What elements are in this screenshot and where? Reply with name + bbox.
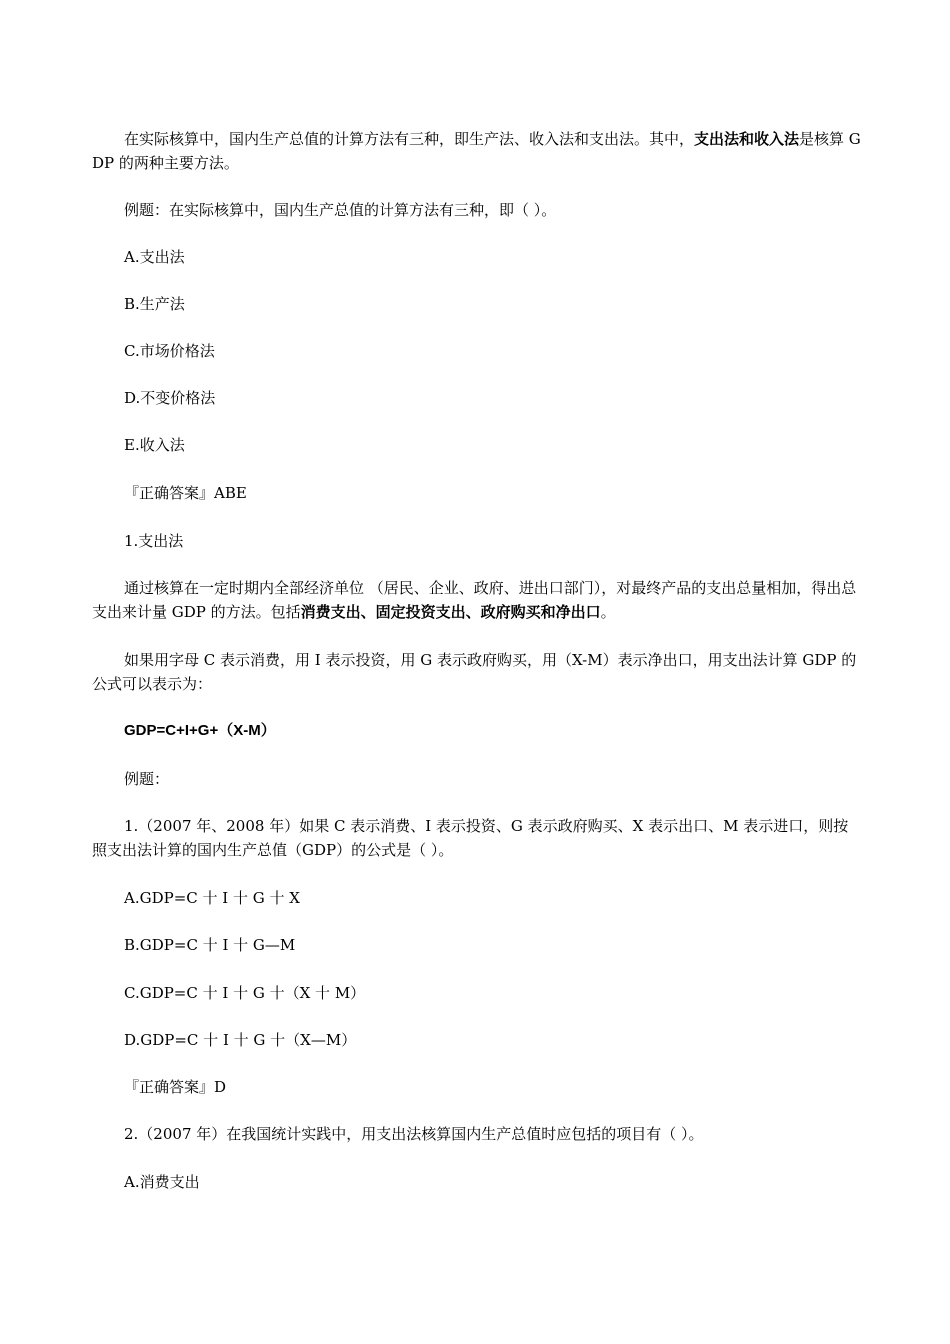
option-a: A.GDP=C 十 I 十 G 十 X <box>124 889 300 907</box>
correct-answer-1: 『正确答案』ABE <box>124 484 247 502</box>
correct-answer-2: 『正确答案』D <box>124 1078 227 1096</box>
option-d: D.GDP=C 十 I 十 G 十（X—M） <box>124 1031 357 1049</box>
text-run: 通过核算在一定时期内全部经济单位 （居民、企业、政府、进出口部门），对最终产品的支出总量相加，得出总支出来计量 GDP 的方法。包括 <box>92 579 857 621</box>
paragraph-formula-intro: 如果用字母 C 表示消费，用 I 表示投资，用 G 表示政府购买，用（X-M）表示净出口，用支出法计算 GDP 的公式可以表示为： <box>92 651 857 693</box>
option-b: B.GDP=C 十 I 十 G—M <box>124 936 296 954</box>
bold-text-run: 支出法和收入法 <box>694 130 800 148</box>
paragraph-expenditure-method <box>92 576 862 624</box>
option-e: E.收入法 <box>124 436 185 454</box>
option-b: B.生产法 <box>124 295 185 313</box>
option-c: C.GDP=C 十 I 十 G 十（X 十 M） <box>124 984 366 1002</box>
example-question-3: 2.（2007 年）在我国统计实践中，用支出法核算国内生产总值时应包括的项目有（ ）。 <box>124 1125 704 1143</box>
text-run: 是核算 GDP 的两种主要方法。 <box>92 130 861 172</box>
text-run: 在实际核算中，国内生产总值的计算方法有三种，即生产法、收入法和支出法。其中， <box>124 130 695 148</box>
option-d: D.不变价格法 <box>124 389 216 407</box>
text-run: 。 <box>600 603 616 621</box>
option-a: A.消费支出 <box>124 1173 200 1191</box>
example-label: 例题： <box>124 770 170 788</box>
section-heading-expenditure: 1.支出法 <box>124 532 184 550</box>
option-c: C.市场价格法 <box>124 342 215 360</box>
gdp-formula: GDP=C+I+G+（X-M） <box>124 722 276 739</box>
example-question-1: 例题：在实际核算中，国内生产总值的计算方法有三种，即（ ）。 <box>124 201 557 219</box>
option-a: A.支出法 <box>124 248 185 266</box>
bold-text-run: 消费支出、固定投资支出、政府购买和净出口 <box>300 603 601 621</box>
paragraph-gdp-methods <box>92 127 862 175</box>
example-question-2: 1.（2007 年、2008 年）如果 C 表示消费、I 表示投资、G 表示政府购买、X 表示出口、M 表示进口，则按照支出法计算的国内生产总值（GDP）的公式是（ ）。 <box>92 817 849 859</box>
